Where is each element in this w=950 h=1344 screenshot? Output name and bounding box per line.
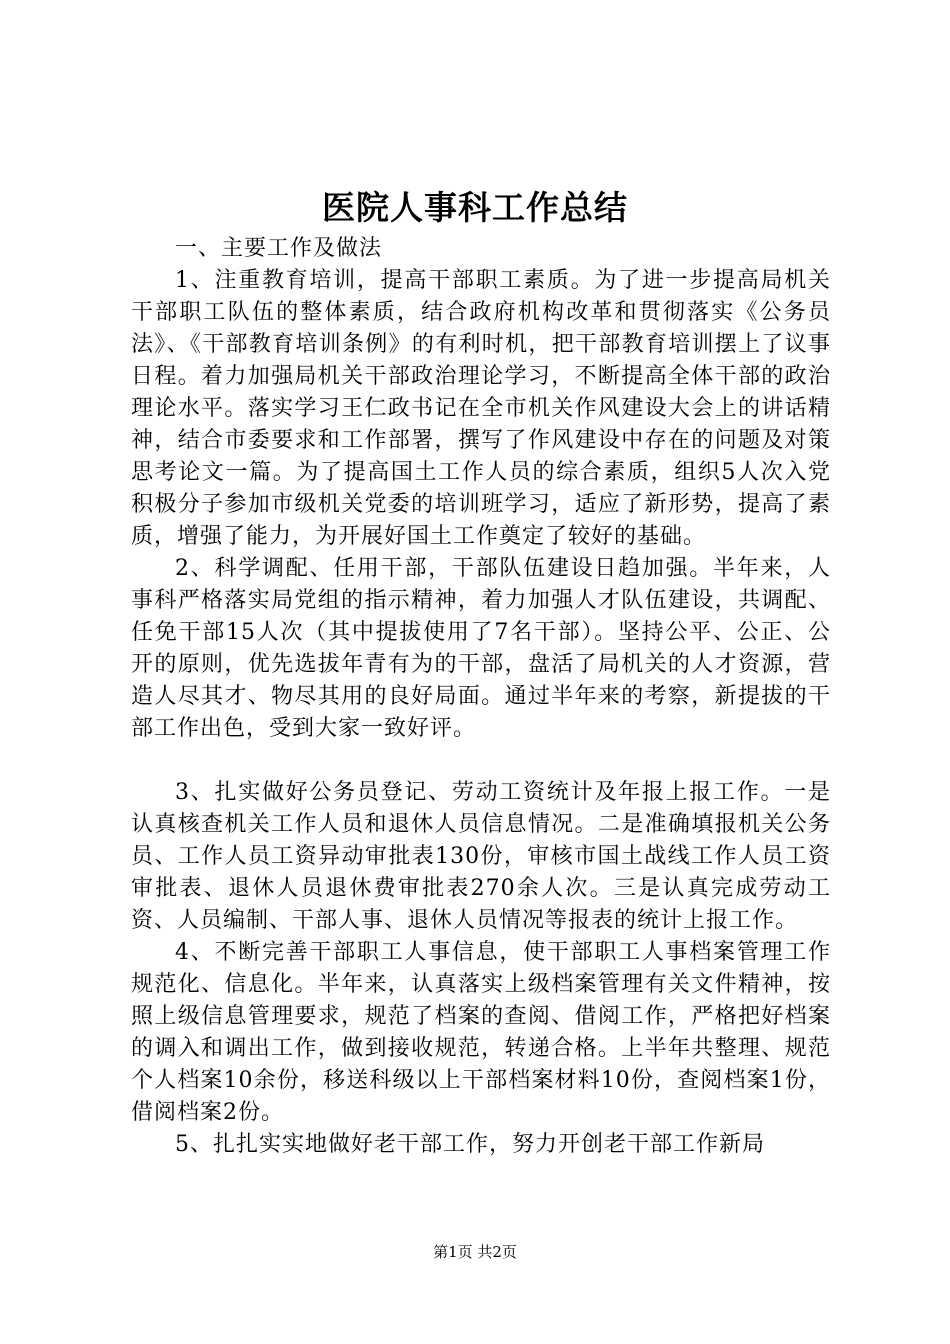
paragraph-5: 5、扎扎实实地做好老干部工作，努力开创老干部工作新局 [175, 1132, 765, 1157]
section-heading: 一、主要工作及做法 [175, 236, 383, 261]
document-title: 医院人事科工作总结 [322, 188, 628, 227]
document-body [131, 233, 831, 1161]
paragraph-2: 2、科学调配、任用干部，干部队伍建设日趋加强。半年来，人事科严格落实局党组的指示精神，着力加强人才队伍建设，共调配、任免干部15人次（其中提拔使用了7名干部）。坚持公平、公正、公开的原则，优先选拔年青有为的干部，盘活了局机关的人才资源，营造人尽其才、物尽其用的良好局面。通过半年来的考察，新提拔的干部工作出色，受到大家一致好评。 [131, 556, 831, 741]
page-footer: 第1页 共2页 [433, 1243, 517, 1261]
paragraph-4: 4、不断完善干部职工人事信息，使干部职工人事档案管理工作规范化、信息化。半年来，认真落实上级档案管理有关文件精神，按照上级信息管理要求，规范了档案的查阅、借阅工作，严格把好档案的调入和调出工作，做到接收规范，转递合格。上半年共整理、规范个人档案10余份，移送科级以上干部档案材料10份，查阅档案1份，借阅档案2份。 [131, 940, 831, 1125]
paragraph-3: 3、扎实做好公务员登记、劳动工资统计及年报上报工作。一是认真核查机关工作人员和退休人员信息情况。二是准确填报机关公务员、工作人员工资异动审批表130份，审核市国土战线工作人员工资审批表、退休人员退休费审批表270余人次。三是认真完成劳动工资、人员编制、干部人事、退休人员情况等报表的统计上报工作。 [131, 780, 831, 933]
paragraph-1: 1、注重教育培训，提高干部职工素质。为了进一步提高局机关干部职工队伍的整体素质，结合政府机构改革和贯彻落实《公务员法》、《干部教育培训条例》的有利时机，把干部教育培训摆上了议事日程。着力加强局机关干部政治理论学习，不断提高全体干部的政治理论水平。落实学习王仁政书记在全市机关作风建设大会上的讲话精神，结合市委要求和工作部署，撰写了作风建设中存在的问题及对策思考论文一篇。为了提高国土工作人员的综合素质，组织5人次入党积极分子参加市级机关党委的培训班学习，适应了新形势，提高了素质，增强了能力，为开展好国土工作奠定了较好的基础。 [131, 268, 831, 549]
